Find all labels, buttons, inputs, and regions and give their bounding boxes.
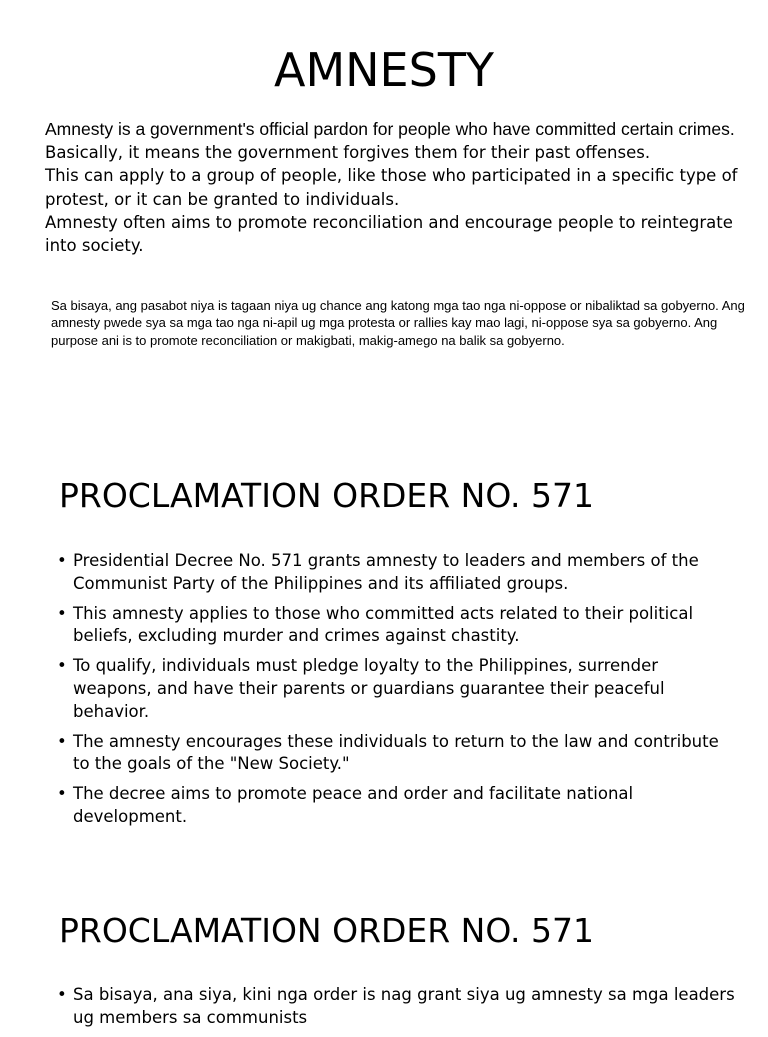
bullet-icon: • bbox=[57, 551, 67, 570]
bullet-text: Sa bisaya, ana siya, kini nga order is nag grant siya ug amnesty sa mga leaders ug members sa communists bbox=[73, 985, 735, 1027]
bullet-icon: • bbox=[57, 731, 67, 751]
bullet-item bbox=[57, 731, 737, 776]
slide-title: PROCLAMATION ORDER NO. 571 bbox=[59, 476, 594, 515]
bullet-item bbox=[57, 783, 737, 828]
slide-proclamation-bisaya bbox=[0, 890, 768, 1027]
bullet-icon: • bbox=[57, 985, 67, 1004]
bullet-item bbox=[57, 984, 737, 1029]
paragraph: Amnesty often aims to promote reconciliation and encourage people to reintegrate into society. bbox=[45, 212, 733, 256]
bullet-list bbox=[57, 550, 737, 836]
bullet-text: To qualify, individuals must pledge loyalty to the Philippines, surrender weapons, and have their parents or guardians guarantee their peaceful behavior. bbox=[73, 656, 665, 721]
bullet-text: The amnesty encourages these individuals to return to the law and contribute to the goals of the "New Society." bbox=[73, 731, 719, 774]
slide-title: AMNESTY bbox=[273, 43, 495, 97]
bullet-list bbox=[57, 984, 737, 1037]
bullet-item bbox=[57, 603, 737, 648]
slide-title: PROCLAMATION ORDER NO. 571 bbox=[59, 911, 594, 950]
paragraph: This can apply to a group of people, like those who participated in a specific type of protest, or it can be granted to individuals. bbox=[45, 166, 738, 209]
bullet-icon: • bbox=[57, 784, 67, 804]
slide-amnesty bbox=[0, 0, 768, 400]
bisaya-note: Sa bisaya, ang pasabot niya is tagaan niya ug chance ang katong mga tao nga ni-oppose or nibaliktad sa gobyerno. Ang amnesty pwede sya sa mga tao nga ni-apil ug mga protesta or rallies kay mao lagi, ni-oppose sya sa gobyerno. Ang purpose ani is to promote reconciliation or makigbati, makig-amego na balik sa gobyerno. bbox=[51, 298, 745, 348]
bullet-text: The decree aims to promote peace and order and facilitate national development. bbox=[73, 784, 634, 826]
bullet-text: Presidential Decree No. 571 grants amnesty to leaders and members of the Communist Party of the Philippines and its affiliated groups. bbox=[73, 551, 699, 593]
bullet-text: This amnesty applies to those who committed acts related to their political beliefs, excluding murder and crimes against chastity. bbox=[73, 603, 694, 646]
definition-text bbox=[45, 118, 745, 257]
bullet-icon: • bbox=[57, 603, 67, 623]
bullet-item bbox=[57, 655, 737, 723]
paragraph: Basically, it means the government forgives them for their past offenses. bbox=[45, 143, 651, 163]
bullet-icon: • bbox=[57, 656, 67, 676]
slide-proclamation bbox=[0, 455, 768, 855]
paragraph: Amnesty is a government's official pardon for people who have committed certain crimes. bbox=[45, 119, 735, 139]
bullet-item bbox=[57, 550, 737, 595]
